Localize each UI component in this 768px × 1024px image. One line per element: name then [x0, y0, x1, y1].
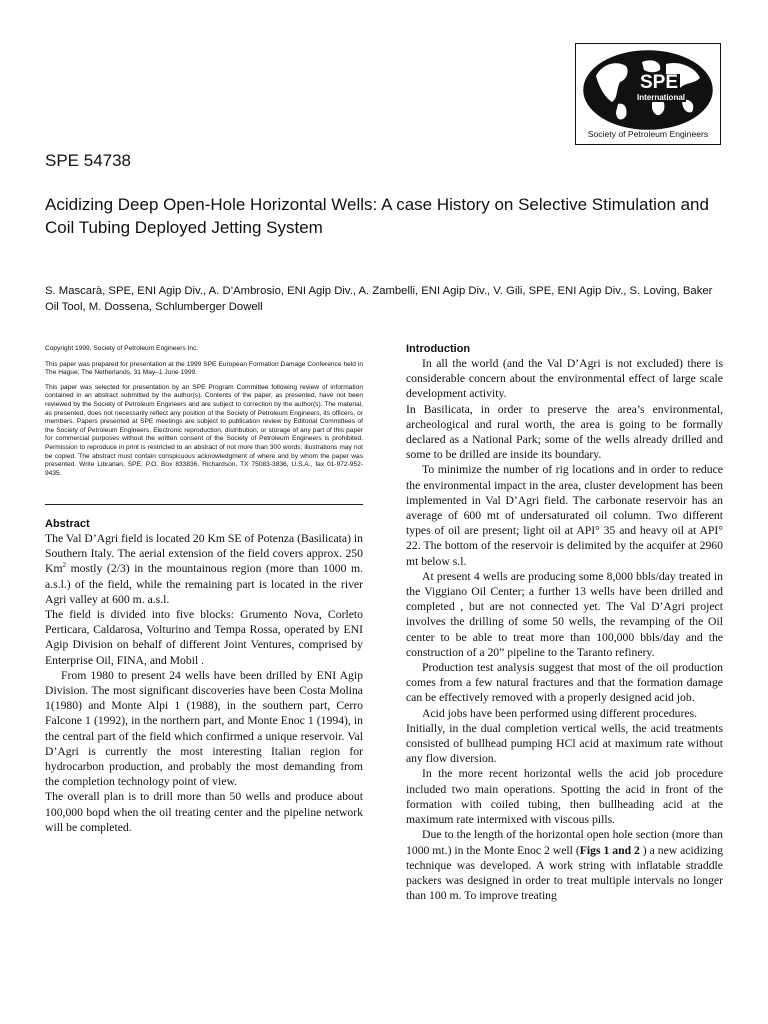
- divider: [45, 504, 363, 505]
- logo-brand: SPE: [640, 72, 679, 93]
- introduction-section: [406, 342, 723, 903]
- intro-paragraph: To minimize the number of rig locations and in order to reduce the environmental impact in the area, cluster development has been implemented in Val D’Agri field. The carbonate reservoir has an average of 600 mt of undersaturated oil column. Two different types of oil are present; light oil at API° 35 and heavy oil at API° 22. The bottom of the reservoir is delimited by the acquifer at 2960 mt below s.l.: [406, 463, 723, 568]
- abstract-heading: Abstract: [45, 518, 90, 530]
- logo-caption: Society of Petroleum Engineers: [587, 129, 709, 139]
- superscript: 2: [62, 561, 67, 570]
- abstract-paragraph: From 1980 to present 24 wells have been drilled by ENI Agip Division. The most significant discoveries have been Costa Molina 1(1980) and Monte Alpi 1 (1988), in the southern part, Cerro Falcone 1 (1992), in the northern part, and Monte Enoc 1 (1994), in the central part of the field which confirmed a unique reservoir. Val D’Agri is currently the most interesting Italian region for hydrocarbon production, and probably the most demanding from the completion technology point of view.: [45, 668, 363, 789]
- intro-paragraph: In Basilicata, in order to preserve the area’s environmental, archeological and rural worth, the area is going to be formally declared as a National Park; some of the wells already drilled and some to be drilled are inside its boundary.: [406, 402, 723, 462]
- intro-paragraph: [406, 827, 723, 903]
- intro-paragraph: Acid jobs have been performed using different procedures.: [422, 706, 697, 720]
- paper-number: SPE 54738: [45, 151, 132, 170]
- abstract-paragraph: The field is divided into five blocks: Grumento Nova, Corleto Perticara, Caldarosa, Volturino and Tempa Rossa, operated by ENI Agip Division on behalf of different Joint Ventures, comprised by Enterprise Oil, FINA, and Mobil .: [45, 608, 363, 667]
- intro-text: ) a new acidizing technique was developed. A work string with inflatable straddle packers was designed in order to treat multiple intervals no longer than 100 m. To improve treating: [406, 843, 723, 903]
- abstract-paragraph: [45, 531, 363, 607]
- intro-paragraph: In all the world (and the Val D’Agri is not excluded) there is considerable concern about the environmental effect of large scale development activity.: [406, 357, 723, 401]
- intro-paragraph: At present 4 wells are producing some 8,000 bbls/day treated in the Viggiano Oil Center; a further 13 wells have been drilled and completed , but are not connected yet. The Val D’Agri project involves the drilling of some 50 wells, the revamping of the Oil center to be able to treat more than 100,000 bbls/day and the construction of a 20” pipeline to the Taranto refinery.: [406, 569, 723, 659]
- figure-reference: Figs 1 and 2: [579, 843, 640, 857]
- intro-text: Due to the length of the horizontal open hole section (more than 1000 mt.) in the Monte Enoc 2 well (: [406, 828, 723, 857]
- logo-subtitle: International: [637, 93, 686, 102]
- abstract-section: [45, 517, 363, 835]
- spe-logo: [575, 43, 721, 145]
- intro-paragraph: Initially, in the dual completion vertical wells, the acid treatments consisted of bullhead pumping HCl acid at maximum rate without any flow diversion.: [406, 721, 723, 766]
- abstract-paragraph: The overall plan is to drill more than 50 wells and produce about 100,000 bopd when the oil treating center and the pipeline network will be completed.: [45, 790, 363, 834]
- abstract-text: The Val D’Agri field is located 20 Km SE of Potenza (Basilicata) in Southern Italy. The aerial extension of the field covers approx. 250 Km: [45, 532, 363, 576]
- intro-paragraph: In the more recent horizontal wells the acid job procedure included two main operations. Spotting the acid in front of the formation with coiled tubing, then bullheading acid at the maximum rate intermixed with viscous pills.: [406, 767, 723, 827]
- paper-title: Acidizing Deep Open-Hole Horizontal Wells: A case History on Selective Stimulation and Coil Tubing Deployed Jetting System: [45, 195, 709, 237]
- intro-paragraph: Production test analysis suggest that most of the oil production comes from a few natural fractures and that the formation damage can be effectively removed with a properly designed acid job.: [406, 661, 723, 705]
- abstract-text: mostly (2/3) in the mountainous region (more than 1000 m. a.s.l.) of the field, while the remaining part is located in the river Agri valley at 600 m. a.s.l.: [45, 562, 363, 606]
- conference-note: This paper was prepared for presentation at the 1999 SPE European Formation Damage Conference held in The Hague, The Netherlands, 31 May–1 June 1999.: [45, 360, 363, 377]
- author-list: S. Mascarà, SPE, ENI Agip Div., A. D’Ambrosio, ENI Agip Div., A. Zambelli, ENI Agip Div., V. Gili, SPE, ENI Agip Div., S. Loving, Baker Oil Tool, M. Dossena, Schlumberger Dowell: [45, 285, 713, 313]
- copyright-notice: [45, 345, 363, 484]
- introduction-heading: Introduction: [406, 343, 471, 355]
- copyright-line: Copyright 1999, Society of Petroleum Engineers Inc.: [45, 345, 199, 352]
- review-disclaimer: This paper was selected for presentation by an SPE Program Committee following review of information contained in an abstract submitted by the author(s). Contents of the paper, as presented, have not been reviewed by the Society of Petroleum Engineers and are subject to correction by the author(s). The material, as presented, does not necessarily reflect any position of the Society of Petroleum Engineers, its officers, or members. Papers presented at SPE meetings are subject to publication review by Editorial Committees of the Society of Petroleum Engineers. Electronic reproduction, distribution, or storage of any part of this paper for commercial purposes without the written consent of the Society of Petroleum Engineers is prohibited. Permission to reproduce in print is restricted to an abstract of not more than 300 words; illustrations may not be copied. The abstract must contain conspicuous acknowledgment of where and by whom the paper was presented. Write Librarian, SPE, P.O. Box 833836, Richardson, TX 75083-3836, U.S.A., fax 01-972-952-9435.: [45, 383, 363, 477]
